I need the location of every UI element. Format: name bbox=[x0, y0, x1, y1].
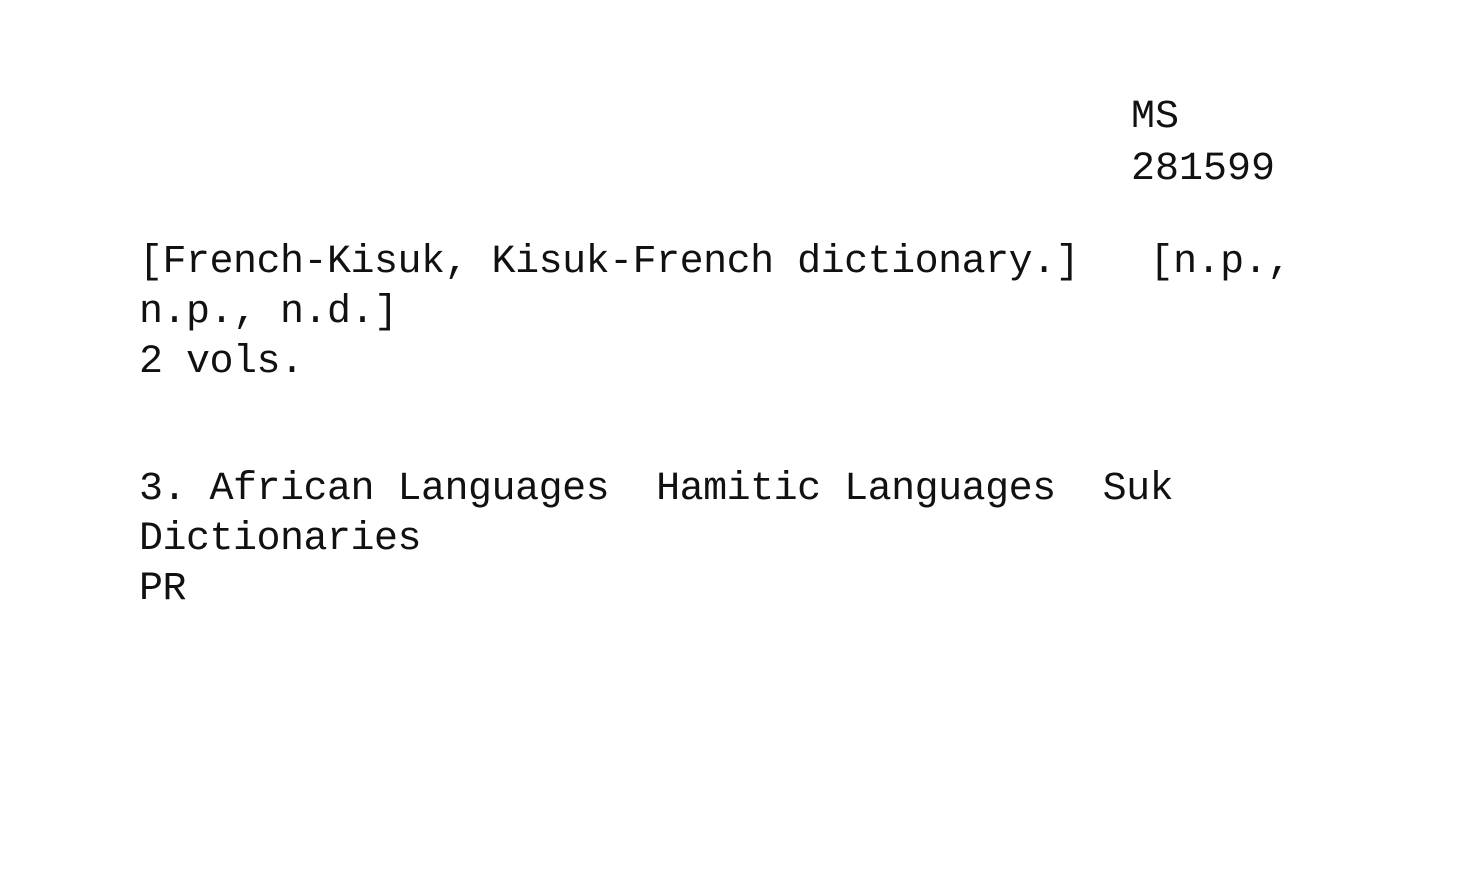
extent-line: 2 vols. bbox=[139, 340, 304, 385]
call-number-value: 281599 bbox=[1131, 147, 1276, 192]
bibliographic-entry bbox=[139, 238, 1429, 388]
cataloger-initials: PR bbox=[139, 567, 187, 612]
call-number bbox=[1131, 92, 1275, 196]
subject-tracings bbox=[139, 465, 1429, 615]
subjects-line: 3. African Languages Hamitic Languages Suk bbox=[139, 467, 1174, 512]
title-line: [French-Kisuk, Kisuk-French dictionary.] [n.p., bbox=[139, 240, 1291, 285]
subjects-line-continued: Dictionaries bbox=[139, 517, 422, 562]
call-number-collection: MS bbox=[1131, 95, 1180, 140]
imprint-line: n.p., n.d.] bbox=[139, 290, 398, 335]
